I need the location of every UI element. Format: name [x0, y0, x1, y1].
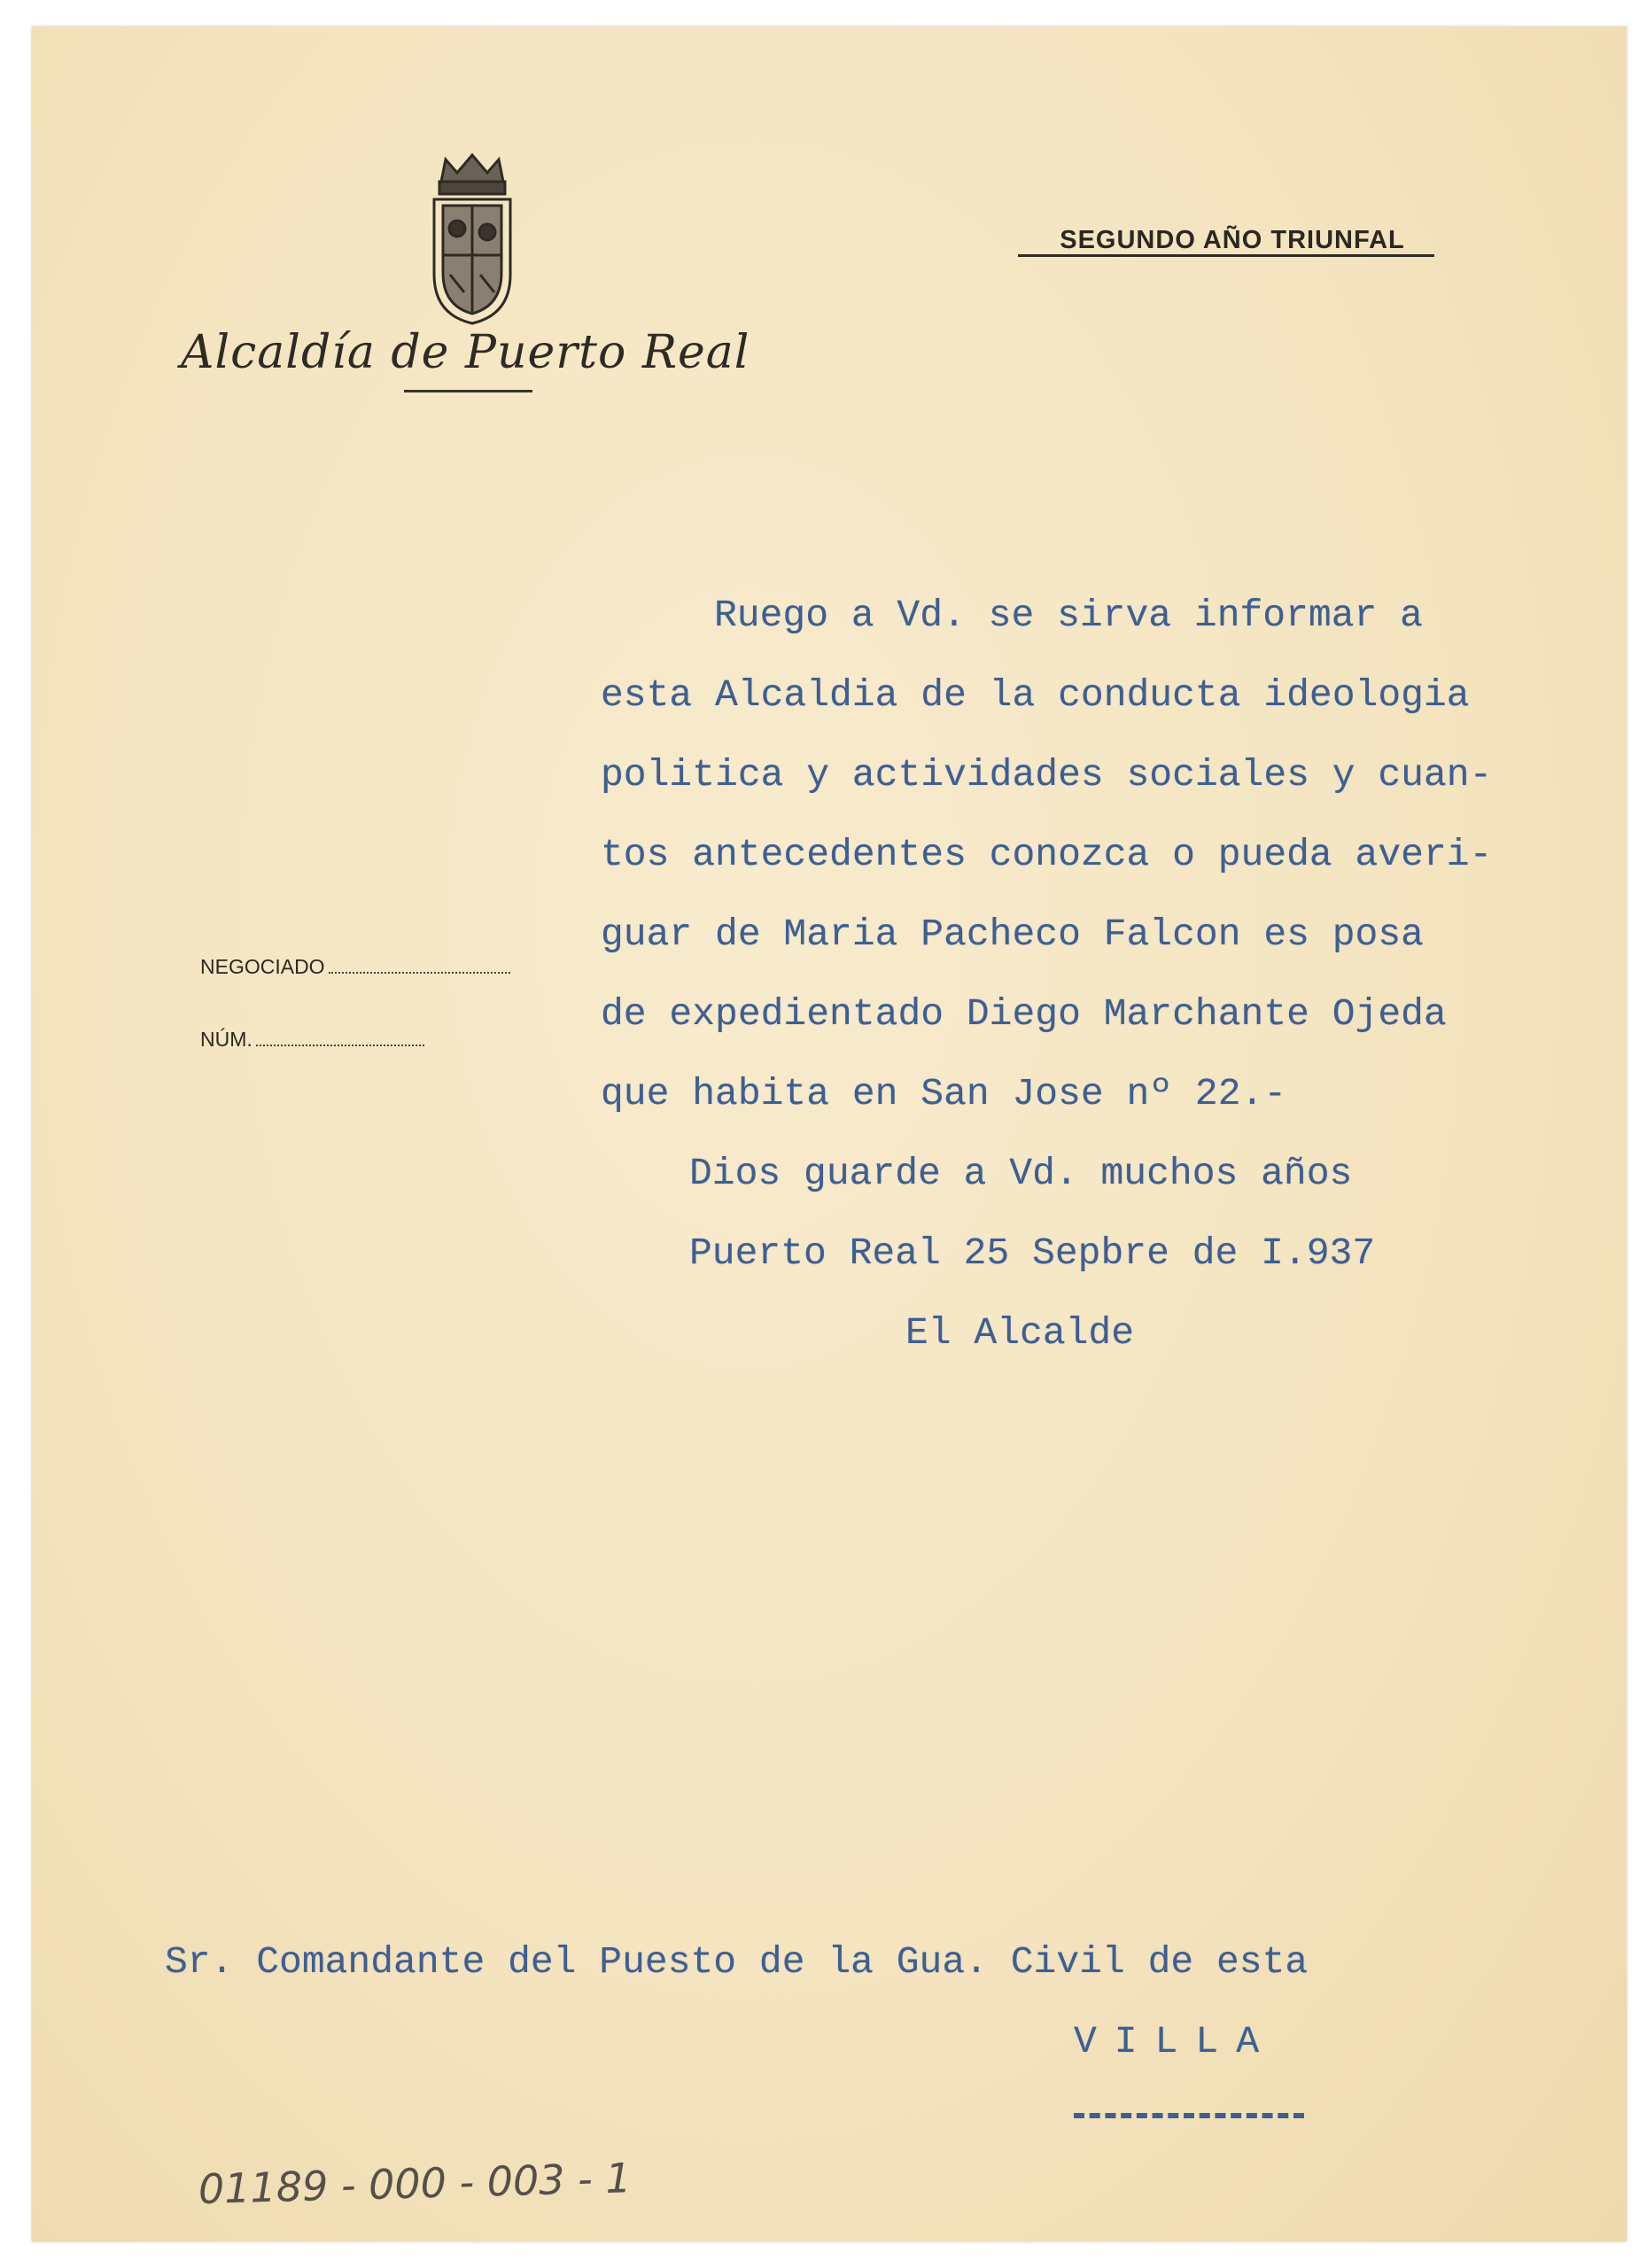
- body-line: Ruego a Vd. se sirva informar a: [714, 594, 1423, 637]
- body-line: de expedientado Diego Marchante Ojeda: [601, 992, 1447, 1036]
- body-line: guar de Maria Pacheco Falcon es posa: [601, 913, 1424, 956]
- year-title: SEGUNDO AÑO TRIUNFAL: [1060, 226, 1405, 254]
- negociado-field: [200, 955, 510, 979]
- letter-page: [32, 27, 1627, 2241]
- place-date-line: Puerto Real 25 Sepbre de I.937: [689, 1231, 1376, 1275]
- coat-of-arms-icon: [423, 151, 521, 328]
- addressee-town: VILLA: [1074, 2020, 1278, 2063]
- body-line: que habita en San Jose nº 22.-: [601, 1072, 1287, 1115]
- num-dotted-line: [256, 1039, 424, 1046]
- town-underline: [1074, 2113, 1304, 2118]
- addressee-line: Sr. Comandante del Puesto de la Gua. Civil de esta: [165, 1940, 1309, 1984]
- signatory-line: El Alcalde: [905, 1311, 1135, 1355]
- body-line: tos antecedentes conozca o pueda averi-: [601, 833, 1493, 876]
- closing-line: Dios guarde a Vd. muchos años: [689, 1152, 1353, 1195]
- num-label: NÚM.: [200, 1028, 252, 1051]
- archive-reference: 01189 - 000 - 003 - 1: [198, 2154, 633, 2213]
- negociado-label: NEGOCIADO: [200, 955, 325, 978]
- body-line: politica y actividades sociales y cuan-: [601, 753, 1493, 796]
- negociado-dotted-line: [329, 967, 510, 974]
- body-line: esta Alcaldia de la conducta ideologia: [601, 673, 1470, 717]
- letterhead-underline: [404, 390, 532, 392]
- letterhead-title: Alcaldía de Puerto Real: [181, 326, 750, 379]
- num-field: [200, 1028, 424, 1052]
- year-title-underline: [1018, 254, 1434, 257]
